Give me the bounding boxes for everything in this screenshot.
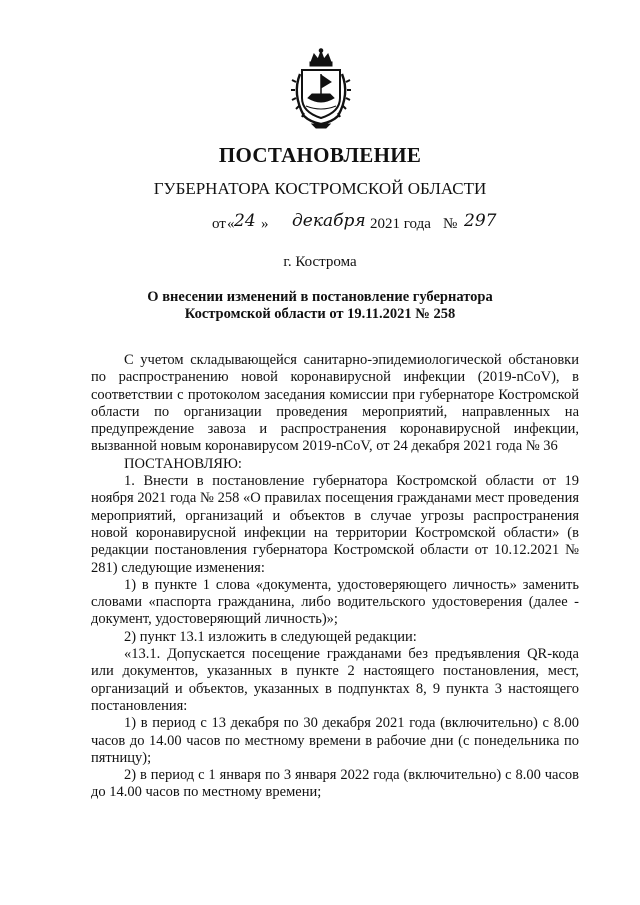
date-prefix: от xyxy=(212,216,226,232)
issuer-subtitle: ГУБЕРНАТОРА КОСТРОМСКОЙ ОБЛАСТИ xyxy=(153,179,487,198)
document-heading xyxy=(120,289,520,323)
item-13-1-subitem-1: 1) в период с 13 декабря по 30 декабря 2021 года (включительно) с 8.00 часов до 14.00 часов по местному времени в рабочие дни (с понедельника по пятницу); xyxy=(91,715,579,766)
item-1-subitem-2: 2) пункт 13.1 изложить в следующей редакции: xyxy=(124,628,417,645)
decree-word: ПОСТАНОВЛЯЮ: xyxy=(124,455,242,472)
item-13-1-paragraph: «13.1. Допускается посещение гражданами без предъявления QR-кода или документов, указанных в пункте 2 настоящего постановления, мест, организаций и объектов, указанных в подпунктах 8, 9 пункта 3 настоящего постановления: xyxy=(91,646,579,714)
item-1-paragraph: 1. Внести в постановление губернатора Костромской области от 19 ноября 2021 года № 258 «О правилах посещения гражданами мест проведения мероприятий, организаций и объектов в случае угрозы распространения новой коронавирусной инфекции на территории Костромской области» (в редакции постановления губернатора Костромской области от 10.12.2021 № 281) следующие изменения: xyxy=(91,473,579,576)
number-prefix: № xyxy=(443,216,458,232)
handwritten-number: 297 xyxy=(464,211,497,231)
handwritten-day: 24 xyxy=(234,211,256,231)
quote-close: » xyxy=(261,216,269,232)
handwritten-month: декабря xyxy=(292,211,366,231)
quote-open: « xyxy=(227,216,235,232)
heading-line-1: О внесении изменений в постановление губернатора xyxy=(147,289,493,305)
kostroma-coat-of-arms-emblem xyxy=(290,48,352,130)
city-line: г. Кострома xyxy=(283,254,357,270)
item-1-subitem-1: 1) в пункте 1 слова «документа, удостоверяющего личность» заменить словами «паспорта гражданина, либо водительского удостоверения (далее - документ, удостоверяющий личность)»; xyxy=(91,576,579,628)
year-text: 2021 года xyxy=(370,216,431,232)
document-body xyxy=(91,352,579,802)
document-title: ПОСТАНОВЛЕНИЕ xyxy=(218,143,422,167)
preamble-paragraph: С учетом складывающейся санитарно-эпидемиологической обстановки по распространению новой коронавирусной инфекции (2019-nCoV), в соответствии с протоколом заседания комиссии при губернаторе Костромской области по организации проведения мероприятий, направленных на предупреждение завоза и распространения коронавирусной инфекции, вызванной новым коронавирусом 2019-nCoV, от 24 декабря 2021 года № 36 xyxy=(91,352,579,455)
item-13-1-subitem-2: 2) в период с 1 января по 3 января 2022 года (включительно) с 8.00 часов до 14.00 часов по местному времени; xyxy=(91,767,579,801)
heading-line-2: Костромской области от 19.11.2021 № 258 xyxy=(184,306,456,322)
